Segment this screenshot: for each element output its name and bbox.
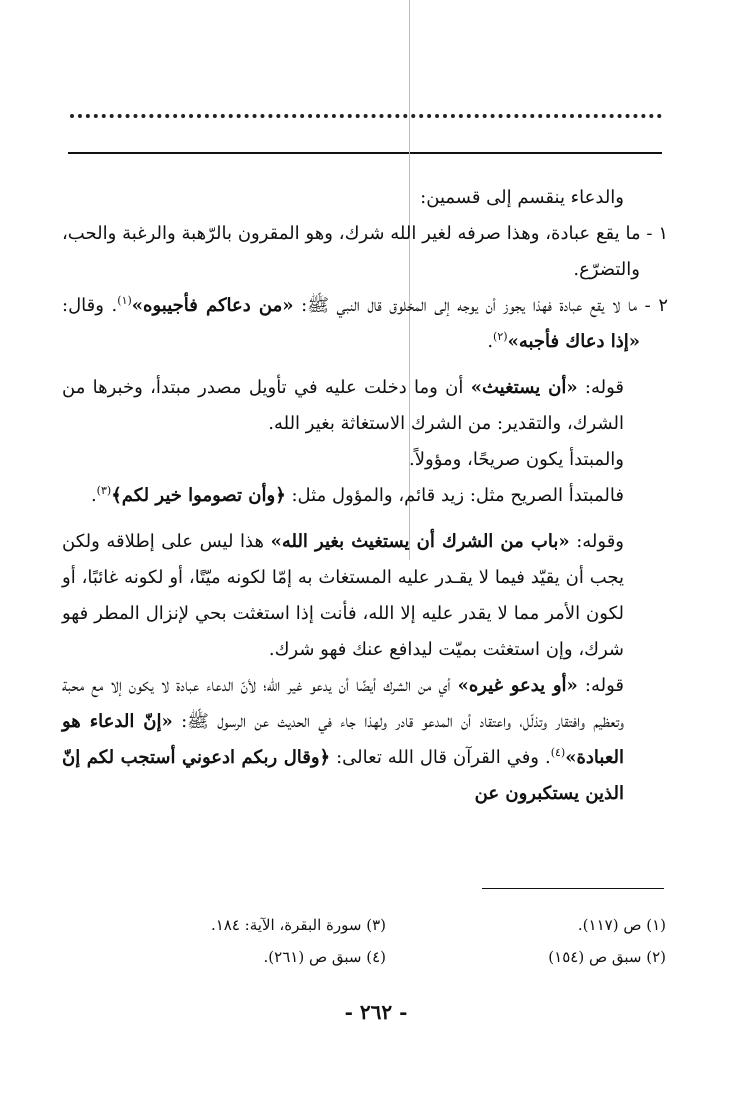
dotted-separator: [70, 104, 662, 118]
paragraph-bab: وقوله: «باب من الشرك أن يستغيث بغير الله» هذا ليس على إطلاقه ولكن يجب أن يقيّد فيما لا يقـدر عليه المستغاث به إمّا لكونه ميّتًا، أو لكونه غائبًا، أو لكون الأمر مما لا يقدر عليه إلا الله، فأنت إذا استغثت بحي لإنزال المطر فهو شرك، وإن استغثت بميّت ليدافع عنك فهو شرك.: [62, 531, 624, 660]
header-rule: [68, 152, 662, 154]
intro-line: والدعاء ينقسم إلى قسمين:: [420, 187, 624, 208]
paragraph-example: فالمبتدأ الصريح مثل: زيد قائم، والمؤول مثل: ﴿وأن تصوموا خير لكم﴾$^{(٣)}$.: [90, 484, 624, 506]
paragraph-yastagheeth: قوله: «أن يستغيث» أن وما دخلت عليه في تأويل مصدر مبتدأ، وخبرها من الشرك، والتقدير: من الشرك الاستغاثة بغير الله.: [62, 377, 624, 434]
footnote-rule: [482, 888, 664, 889]
footnote-4: (٤) سبق ص (٢٦١).: [263, 948, 386, 966]
paragraph-mubtada: والمبتدأ يكون صريحًا، ومؤولاً.: [409, 449, 624, 470]
footnote-2: (٢) سبق ص (١٥٤): [548, 948, 666, 966]
list-item-1: ١ - ما يقع عبادة، وهذا صرفه لغير الله شرك، وهو المقرون بالرّهبة والرغبة والحب، والتضرّع.: [62, 223, 668, 280]
main-text: [62, 180, 668, 812]
list-item-2: ٢ - ما لا يقع عبادة فهذا يجوز أن يوجه إلى المخلوق قال النبي ﷺ: «من دعاكم فأجيبوه»$^{(١)}$. وقال: «إذا دعاك فأجبه»$^{(٢)}$.: [62, 294, 668, 352]
page-number: - ٢٦٢ -: [344, 1000, 408, 1024]
paragraph-yadoo: قوله: «أو يدعو غيره» أي من الشرك أيضًا أن يدعو غير الله؛ لأنّ الدعاء عبادة لا يكون إلا مع محبة وتعظيم وافتقار وتذلّل، واعتقاد أن المدعو قادر ولهذا جاء في الحديث عن الرسول ﷺ: «إنّ الدعاء هو العبادة»$^{(٤)}$. وفي القرآن قال الله تعالى: ﴿وقال ربكم ادعوني أستجب لكم إنّ الذين يستكبرون عن: [62, 675, 624, 804]
footnote-3: (٣) سورة البقرة، الآية: ١٨٤.: [210, 916, 386, 934]
footnote-1: (١) ص (١١٧).: [577, 916, 666, 934]
